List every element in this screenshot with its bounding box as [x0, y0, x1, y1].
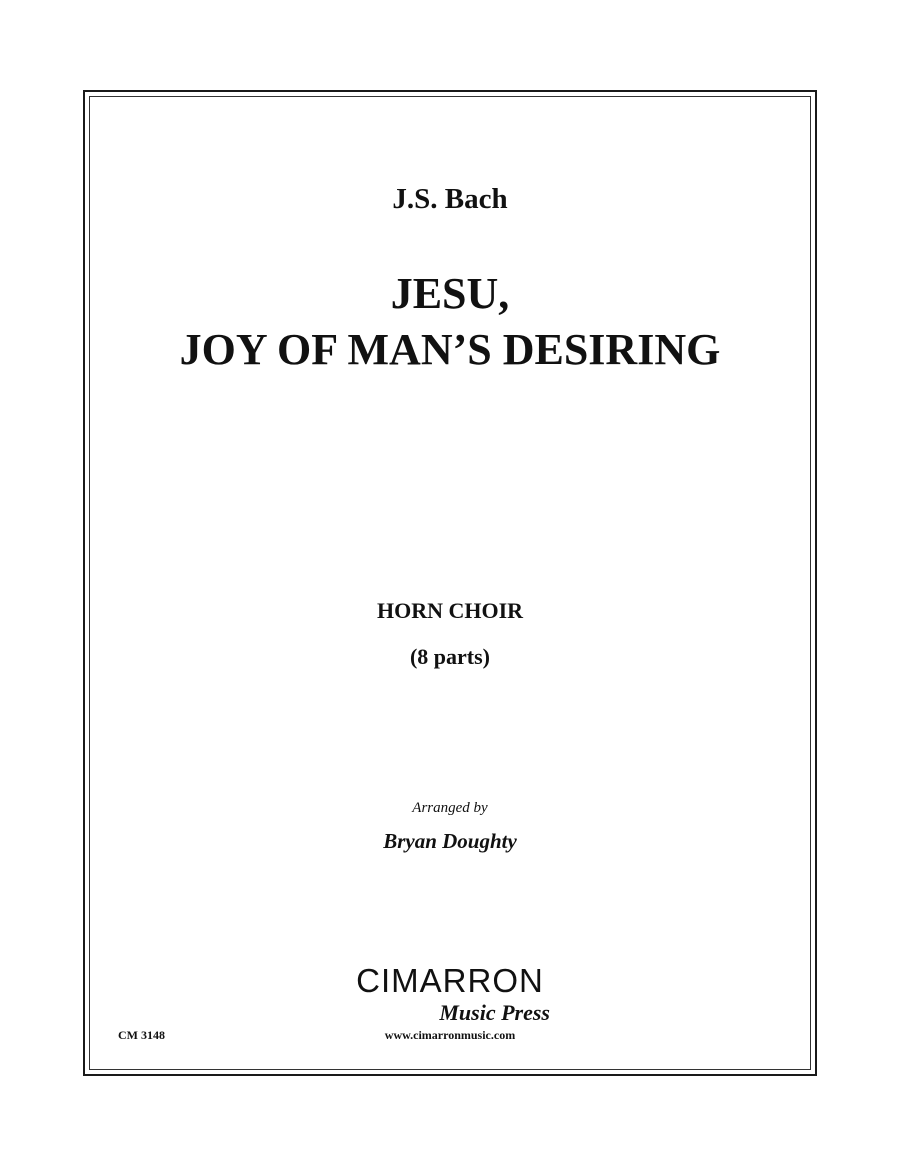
ensemble-label: HORN CHOIR [376, 598, 524, 623]
title-line-1: JESU, [390, 269, 510, 318]
publisher-logo-name: CIMARRON [356, 962, 544, 999]
page-border-inner [89, 96, 811, 1070]
publisher-logo-subtitle: Music Press [439, 1000, 550, 1025]
catalog-number: CM 3148 [118, 1028, 165, 1042]
arranger-name: Bryan Doughty [383, 829, 517, 853]
arranged-by-label: Arranged by [412, 800, 488, 816]
parts-count: (8 parts) [409, 644, 491, 669]
publisher-website: www.cimarronmusic.com [384, 1028, 516, 1042]
composer-name: J.S. Bach [392, 183, 508, 215]
title-line-2: JOY OF MAN’S DESIRING [179, 325, 721, 374]
